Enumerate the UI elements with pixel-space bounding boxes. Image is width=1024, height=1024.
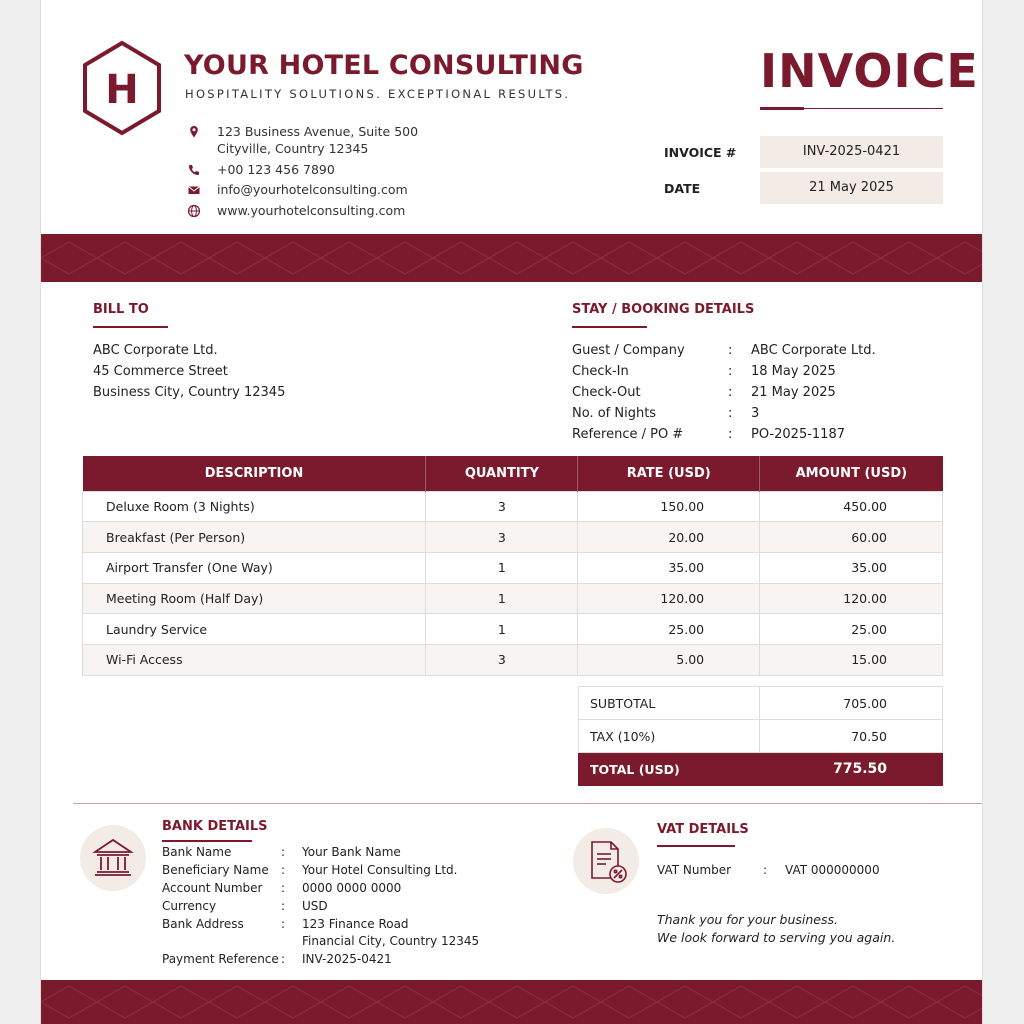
subtotal-row xyxy=(579,687,943,720)
total-value: 775.50 xyxy=(760,753,943,786)
total-label: TOTAL (USD) xyxy=(579,753,760,786)
bill-to-line-3: Business City, Country 12345 xyxy=(93,385,286,400)
item-quantity: 3 xyxy=(426,522,578,553)
bank-heading: BANK DETAILS xyxy=(162,819,268,834)
vat-number-label: VAT Number xyxy=(657,863,732,877)
item-rate: 120.00 xyxy=(578,583,760,614)
bank-icon-circle xyxy=(80,825,146,891)
bank-colon: : xyxy=(281,917,286,931)
bank-value: Your Hotel Consulting Ltd. xyxy=(302,863,458,877)
item-description: Deluxe Room (3 Nights) xyxy=(83,491,426,522)
email-text[interactable]: info@yourhotelconsulting.com xyxy=(217,182,408,197)
stay-colon: : xyxy=(728,364,733,379)
title-underline-accent xyxy=(760,107,804,110)
stay-underline xyxy=(572,326,647,328)
table-header-row xyxy=(83,456,943,491)
item-quantity: 1 xyxy=(426,583,578,614)
item-description: Wi-Fi Access xyxy=(83,644,426,675)
invoice-number-value: INV-2025-0421 xyxy=(760,136,943,168)
company-name: YOUR HOTEL CONSULTING xyxy=(184,50,584,81)
item-quantity: 3 xyxy=(426,644,578,675)
item-description: Meeting Room (Half Day) xyxy=(83,583,426,614)
item-rate: 5.00 xyxy=(578,644,760,675)
invoice-number-label: INVOICE # xyxy=(664,145,737,160)
item-amount: 450.00 xyxy=(760,491,943,522)
table-row xyxy=(83,583,943,614)
company-tagline: HOSPITALITY SOLUTIONS. EXCEPTIONAL RESULTS. xyxy=(185,87,571,101)
bill-to-line-2: 45 Commerce Street xyxy=(93,364,228,379)
stay-value: PO-2025-1187 xyxy=(751,427,845,442)
item-description: Airport Transfer (One Way) xyxy=(83,552,426,583)
band-pattern xyxy=(41,234,983,282)
bank-value: INV-2025-0421 xyxy=(302,952,392,966)
vat-colon: : xyxy=(763,863,768,877)
table-row xyxy=(83,614,943,645)
stay-colon: : xyxy=(728,427,733,442)
item-description: Breakfast (Per Person) xyxy=(83,522,426,553)
table-row xyxy=(83,491,943,522)
globe-icon xyxy=(187,204,201,218)
item-rate: 150.00 xyxy=(578,491,760,522)
stay-colon: : xyxy=(728,406,733,421)
tax-label: TAX (10%) xyxy=(579,720,760,753)
bank-label: Account Number xyxy=(162,881,263,895)
thanks-line-2: We look forward to serving you again. xyxy=(657,930,896,945)
stay-value: 18 May 2025 xyxy=(751,364,836,379)
bank-label: Beneficiary Name xyxy=(162,863,269,877)
item-description: Laundry Service xyxy=(83,614,426,645)
bank-value: USD xyxy=(302,899,328,913)
bank-value: 123 Finance Road xyxy=(302,917,409,931)
bank-label: Bank Name xyxy=(162,845,232,859)
location-pin-icon xyxy=(187,125,201,139)
item-rate: 35.00 xyxy=(578,552,760,583)
address-line-1: 123 Business Avenue, Suite 500 xyxy=(217,124,419,139)
stay-label: Check-In xyxy=(572,364,629,379)
footer-band xyxy=(41,980,983,1024)
vat-heading: VAT DETAILS xyxy=(657,822,749,837)
item-amount: 35.00 xyxy=(760,552,943,583)
col-header-amount: AMOUNT (USD) xyxy=(760,456,943,491)
table-row xyxy=(83,552,943,583)
bank-underline xyxy=(162,840,252,842)
bank-label: Payment Reference xyxy=(162,952,279,966)
address-line-2: Cityville, Country 12345 xyxy=(217,141,369,156)
phone-icon xyxy=(187,163,201,177)
bank-value: 0000 0000 0000 xyxy=(302,881,402,895)
item-quantity: 1 xyxy=(426,552,578,583)
tax-row xyxy=(579,720,943,753)
bank-colon: : xyxy=(281,881,286,895)
item-amount: 25.00 xyxy=(760,614,943,645)
col-header-quantity: QUANTITY xyxy=(426,456,578,491)
header-band xyxy=(41,234,983,282)
footer-divider xyxy=(73,803,983,804)
table-row xyxy=(83,644,943,675)
col-header-rate: RATE (USD) xyxy=(578,456,760,491)
thanks-line-1: Thank you for your business. xyxy=(657,912,838,927)
bank-value: Financial City, Country 12345 xyxy=(302,934,480,948)
tax-value: 70.50 xyxy=(760,720,943,753)
item-rate: 20.00 xyxy=(578,522,760,553)
stay-colon: : xyxy=(728,385,733,400)
footer-band-pattern xyxy=(41,980,983,1024)
website-text[interactable]: www.yourhotelconsulting.com xyxy=(217,203,406,218)
vat-underline xyxy=(657,845,735,847)
bank-label: Bank Address xyxy=(162,917,244,931)
vat-number-value: VAT 000000000 xyxy=(785,863,880,877)
stay-label: Check-Out xyxy=(572,385,641,400)
bill-to-heading: BILL TO xyxy=(93,302,149,317)
mail-icon xyxy=(187,183,201,197)
subtotal-label: SUBTOTAL xyxy=(579,687,760,720)
item-rate: 25.00 xyxy=(578,614,760,645)
bank-colon: : xyxy=(281,863,286,877)
total-row xyxy=(579,753,943,786)
item-amount: 60.00 xyxy=(760,522,943,553)
bank-colon: : xyxy=(281,845,286,859)
stay-label: Guest / Company xyxy=(572,343,685,358)
table-row xyxy=(83,522,943,553)
stay-heading: STAY / BOOKING DETAILS xyxy=(572,302,755,317)
invoice-title: INVOICE xyxy=(760,44,979,98)
invoice-page xyxy=(40,0,983,1024)
item-quantity: 1 xyxy=(426,614,578,645)
bank-value: Your Bank Name xyxy=(302,845,401,859)
col-header-description: DESCRIPTION xyxy=(83,456,426,491)
item-quantity: 3 xyxy=(426,491,578,522)
bill-to-line-1: ABC Corporate Ltd. xyxy=(93,343,218,358)
invoice-date-value: 21 May 2025 xyxy=(760,172,943,204)
phone-text: +00 123 456 7890 xyxy=(217,162,335,177)
bank-colon: : xyxy=(281,952,286,966)
bill-to-underline xyxy=(93,326,168,328)
stay-value: 3 xyxy=(751,406,760,421)
item-amount: 120.00 xyxy=(760,583,943,614)
vat-icon-circle xyxy=(573,828,639,894)
stay-label: No. of Nights xyxy=(572,406,657,421)
stay-value: ABC Corporate Ltd. xyxy=(751,343,876,358)
invoice-date-label: DATE xyxy=(664,181,701,196)
invoice-percent-icon xyxy=(573,828,639,894)
stay-value: 21 May 2025 xyxy=(751,385,836,400)
logo-letter: H xyxy=(105,67,139,113)
stay-label: Reference / PO # xyxy=(572,427,684,442)
stay-colon: : xyxy=(728,343,733,358)
totals-table xyxy=(578,686,943,786)
item-amount: 15.00 xyxy=(760,644,943,675)
bank-colon: : xyxy=(281,899,286,913)
hexagon-logo-icon xyxy=(81,40,163,136)
line-items-table xyxy=(82,456,943,676)
bank-icon xyxy=(80,825,146,891)
bank-label: Currency xyxy=(162,899,217,913)
subtotal-value: 705.00 xyxy=(760,687,943,720)
